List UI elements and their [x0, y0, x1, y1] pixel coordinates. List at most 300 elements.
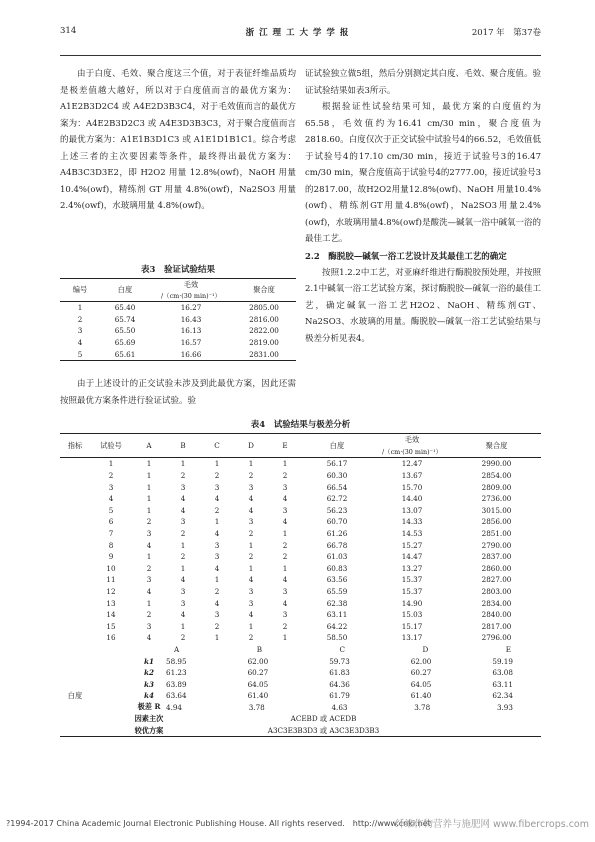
copyright-footer: ?1994-2017 China Academic Journal Electronic Publishing House. All rights reserved. http://www.cnki.net	[6, 819, 431, 828]
table-cell: 2736.00	[481, 494, 512, 504]
analysis-indicator: 白度	[67, 690, 83, 700]
analysis-value: 59.73	[329, 656, 350, 666]
analysis-row	[60, 702, 541, 714]
analysis-summary-label: 因素主次	[134, 714, 164, 724]
table-cell: 4	[282, 517, 288, 527]
table-cell-blank	[90, 667, 132, 679]
analysis-summary-row	[60, 725, 541, 737]
analysis-col-head: B	[256, 644, 262, 654]
analysis-summary-value: ACEBD 或 ACEDB	[290, 714, 357, 724]
analysis-row-label: k4	[144, 691, 154, 701]
table-cell: 4	[214, 563, 220, 573]
table-cell: 4	[108, 494, 114, 504]
table-cell: 1	[282, 633, 288, 643]
table-cell-index	[60, 470, 90, 482]
table-cell: 7	[108, 529, 114, 539]
table-cell: 2	[248, 633, 254, 643]
table4-header-wicking-unit: /（cm·(30 min)⁻¹）	[382, 447, 442, 456]
table-row	[60, 516, 541, 528]
table-cell: 5	[108, 505, 114, 515]
table-cell: 2856.00	[481, 517, 512, 527]
table-cell: 4	[248, 610, 254, 620]
table-cell: 2809.00	[481, 482, 512, 492]
table-cell: 3	[248, 587, 254, 597]
table3-body	[60, 302, 296, 361]
issue-info: 2017 年 第37卷	[471, 28, 541, 38]
watermark: 纤维作物营养与施肥网 www.fibercrops.com	[394, 819, 589, 830]
table-cell: 3	[248, 598, 254, 608]
table-cell: 2854.00	[481, 471, 512, 481]
table-cell-blank	[60, 644, 90, 656]
table-cell: 2851.00	[481, 529, 512, 539]
table-cell: 1	[282, 529, 288, 539]
journal-title: 浙 江 理 工 大 学 学 报	[245, 28, 350, 38]
analysis-value: 59.19	[492, 656, 513, 666]
analysis-row-label: k3	[144, 679, 154, 689]
table-cell-blank	[132, 644, 166, 656]
table-cell-blank	[90, 690, 132, 702]
table-cell: 1	[214, 633, 220, 643]
table-cell: 1	[180, 563, 186, 573]
table-cell: 65.61	[114, 349, 136, 359]
analysis-value: 58.95	[166, 656, 187, 666]
left-column	[60, 66, 296, 215]
table-cell-index	[60, 551, 90, 563]
analysis-summary-row	[60, 713, 541, 725]
table-cell: 65.50	[114, 326, 136, 336]
table-cell: 10	[106, 563, 116, 573]
table-cell: 4	[146, 587, 152, 597]
table-cell-index	[60, 563, 90, 575]
table-cell: 2837.00	[481, 552, 512, 562]
analysis-row	[60, 667, 541, 679]
paragraph-optimal-scheme: 由于白度、毛效、聚合度这三个值，对于表征纤维品质均是极差值越大越好，所以对于白度值而言的最优方案为：A1E2B3D2C4 或 A4E2D3B3C4，对于毛效值而言的最优方案为：A4E2B3D2C3 或 A4E3D3B3C3，对于聚合度值而言的最优方案为：A1E1B3D1C3 或 A1E1D1B1C1。综合考虑上述三者的主次要因素等条件，最终得出最优方案为：A4B3C3D3E2，即 H2O2 用量 12.8%(owf)，NaOH 用量 10.4%(owf)，精练剂 GT 用量 4.8%(owf)，Na2SO3 用量 2.4%(owf)，水玻璃用量 4.8%(owf)。	[60, 69, 296, 211]
table-cell: 3	[214, 482, 220, 492]
table-cell: 1	[214, 517, 220, 527]
table-cell: 3	[77, 326, 83, 336]
table4-header-whiteness: 白度	[329, 440, 345, 450]
table-cell: 6	[108, 517, 114, 527]
table-cell: 4	[214, 529, 220, 539]
table-cell: 60.83	[326, 563, 348, 573]
table-row	[60, 337, 296, 349]
table-cell: 16.43	[180, 314, 202, 324]
table-cell: 2796.00	[481, 633, 512, 643]
table-cell: 4	[180, 575, 186, 585]
table-cell: 2	[180, 633, 186, 643]
table-cell: 1	[180, 540, 186, 550]
table-cell-index	[60, 493, 90, 505]
table-cell-index	[60, 574, 90, 586]
analysis-summary-label: 较优方案	[134, 725, 164, 735]
table-cell: 4	[248, 575, 254, 585]
table-cell: 1	[77, 303, 83, 313]
table-cell: 11	[106, 575, 116, 585]
table-row	[60, 528, 541, 540]
table-cell: 15.03	[401, 610, 423, 620]
table-row	[60, 551, 541, 563]
paragraph-verification-intro: 由于上述设计的正交试验未涉及到此最优方案，因此还需按照最优方案条件进行验证试验。验	[60, 379, 296, 406]
table-cell: 1	[180, 621, 186, 631]
table-cell: 2803.00	[481, 587, 512, 597]
table-cell: 1	[248, 621, 254, 631]
analysis-value: 63.89	[166, 679, 187, 689]
table-cell: 1	[248, 540, 254, 550]
table-cell: 2	[248, 552, 254, 562]
analysis-row	[60, 690, 541, 702]
analysis-summary-value: A3C3E3B3D3 或 A3C3E3D3B3	[267, 725, 380, 735]
analysis-value: 3.93	[496, 702, 513, 712]
table-cell: 2816.00	[249, 314, 279, 324]
table-row	[60, 325, 296, 337]
table-cell: 15.27	[401, 540, 423, 550]
table-cell: 4	[214, 598, 220, 608]
table-cell: 16.66	[180, 349, 202, 359]
header-rule	[60, 55, 541, 56]
table-cell-index	[60, 609, 90, 621]
table-cell-index	[60, 516, 90, 528]
table4-header-E: E	[282, 441, 288, 451]
table-cell: 4	[180, 610, 186, 620]
table-cell: 66.78	[326, 540, 348, 550]
table-row	[60, 302, 296, 314]
table-cell: 2	[282, 540, 288, 550]
table3-header-whiteness: 白度	[117, 285, 133, 294]
table-cell: 65.59	[326, 587, 348, 597]
analysis-row	[60, 655, 541, 667]
table-cell: 2	[282, 552, 288, 562]
table-row	[60, 632, 541, 644]
table-cell: 13.67	[401, 471, 423, 481]
table-cell: 2	[214, 505, 220, 515]
table4-header-D: D	[248, 441, 254, 451]
table-row	[60, 470, 541, 482]
analysis-value: 62.00	[410, 656, 432, 666]
table-cell: 63.11	[326, 610, 348, 620]
table-row	[60, 574, 541, 586]
analysis-value: 62.00	[247, 656, 269, 666]
table-cell: 1	[146, 494, 152, 504]
table-cell: 1	[282, 563, 288, 573]
table-cell: 3	[180, 482, 186, 492]
table-row	[60, 586, 541, 598]
table-cell-index	[60, 505, 90, 517]
table-cell: 4	[282, 494, 288, 504]
table-cell: 3	[282, 505, 288, 515]
table3	[60, 278, 296, 361]
table-row	[60, 621, 541, 633]
analysis-value: 63.08	[492, 668, 513, 678]
table-cell: 13.07	[401, 505, 423, 515]
table3-header-wicking-unit: /（cm·(30 min)⁻¹）	[161, 292, 221, 300]
table-cell: 12.47	[401, 459, 423, 469]
table-cell: 3	[214, 552, 220, 562]
table-cell: 2	[282, 621, 288, 631]
analysis-value: 61.23	[166, 668, 187, 678]
table-cell: 13.17	[401, 633, 423, 643]
table-cell: 4	[214, 494, 220, 504]
table-cell: 1	[146, 471, 152, 481]
table-cell-blank	[90, 702, 132, 714]
table-cell: 3	[248, 517, 254, 527]
analysis-values	[166, 667, 541, 679]
table-cell: 60.70	[326, 517, 348, 527]
table-cell: 5	[77, 349, 83, 359]
analysis-value: 61.79	[329, 691, 350, 701]
analysis-col-head: C	[339, 644, 345, 654]
table-cell: 14.40	[401, 494, 423, 504]
analysis-header-row	[60, 644, 541, 656]
table-cell: 16.27	[180, 303, 202, 313]
table-cell-blank	[90, 678, 132, 690]
table-cell: 14.47	[401, 552, 423, 562]
table-cell: 13	[106, 598, 116, 608]
table-cell: 12	[106, 587, 116, 597]
table4-header-C: C	[214, 441, 220, 451]
analysis-value: 61.40	[410, 691, 432, 701]
analysis-row-label: k1	[144, 656, 154, 666]
analysis-value: 63.11	[492, 679, 513, 689]
paragraph-verification-cont: 证试验独立做5组，然后分别测定其白度、毛效、聚合度值。验证试验结果如表3所示。	[305, 69, 541, 96]
analysis-value: 61.40	[247, 691, 269, 701]
analysis-row	[60, 678, 541, 690]
table-cell: 2831.00	[249, 349, 279, 359]
table-cell: 3	[180, 517, 186, 527]
table-cell: 4	[146, 633, 152, 643]
analysis-value: 64.05	[410, 679, 432, 689]
analysis-value: 4.94	[166, 702, 183, 712]
analysis-value: 3.78	[248, 702, 265, 712]
table-cell: 1	[146, 552, 152, 562]
table-cell: 56.23	[326, 505, 348, 515]
table-cell: 3	[282, 587, 288, 597]
table-cell: 2	[77, 314, 83, 324]
table-cell: 64.22	[326, 621, 348, 631]
table-cell: 3	[214, 540, 220, 550]
table-cell-index	[60, 621, 90, 633]
table-row	[60, 493, 541, 505]
table3-header-wicking: 毛效	[183, 279, 199, 289]
table-cell: 3	[282, 482, 288, 492]
analysis-row-label: k2	[144, 668, 154, 678]
table-cell: 2	[214, 621, 220, 631]
table-cell: 2860.00	[481, 563, 512, 573]
analysis-value: 64.05	[247, 679, 269, 689]
table-cell: 4	[180, 494, 186, 504]
table-row	[60, 597, 541, 609]
analysis-row-label: 极差 R	[137, 702, 161, 712]
table-cell: 2	[248, 529, 254, 539]
table-cell: 16.57	[180, 338, 202, 348]
table-cell: 1	[248, 459, 254, 469]
analysis-value: 60.27	[410, 668, 432, 678]
table-cell: 1	[214, 575, 220, 585]
table-cell: 1	[146, 482, 152, 492]
table-cell: 2	[180, 529, 186, 539]
table-cell: 1	[146, 459, 152, 469]
table-cell-blank	[90, 713, 132, 725]
table-row	[60, 563, 541, 575]
table-cell: 58.50	[326, 633, 348, 643]
table-cell: 62.72	[326, 494, 348, 504]
table-cell-index	[60, 586, 90, 598]
table-cell-blank	[90, 725, 132, 737]
analysis-values	[166, 655, 541, 667]
right-column	[305, 66, 541, 347]
table-cell-index	[60, 539, 90, 551]
table-cell: 1	[108, 459, 114, 469]
table-cell: 2	[180, 552, 186, 562]
analysis-col-head: D	[422, 644, 429, 654]
table-row	[60, 348, 296, 360]
table-cell: 61.26	[326, 529, 348, 539]
table-cell: 4	[282, 598, 288, 608]
table-cell: 2	[214, 471, 220, 481]
table-cell: 2	[146, 610, 152, 620]
analysis-value: 62.34	[492, 691, 513, 701]
analysis-value: 63.64	[166, 691, 187, 701]
table-cell-index	[60, 458, 90, 470]
table-cell: 9	[108, 552, 114, 562]
table-cell: 2	[282, 471, 288, 481]
table3-caption: 表3 验证试验结果	[141, 265, 215, 275]
analysis-values	[166, 702, 541, 714]
table4	[60, 433, 541, 737]
analysis-value: 64.36	[329, 679, 350, 689]
table-cell: 2827.00	[481, 575, 512, 585]
analysis-col-head: A	[174, 644, 180, 654]
table-cell: 2790.00	[481, 540, 512, 550]
table-cell: 2	[146, 517, 152, 527]
table-cell: 63.56	[326, 575, 348, 585]
table4-caption: 表4 试验结果与极差分析	[250, 420, 351, 430]
table-row	[60, 314, 296, 326]
table-cell: 2	[180, 471, 186, 481]
table-cell: 3	[248, 482, 254, 492]
table-cell: 3	[146, 575, 152, 585]
table-cell: 1	[282, 459, 288, 469]
table-cell: 13.27	[401, 563, 423, 573]
left-column-after-table	[60, 376, 296, 409]
analysis-value: 3.78	[414, 702, 431, 712]
table4-header-B: B	[180, 441, 186, 451]
table3-header-dp: 聚合度	[253, 285, 275, 294]
table4-header-dp: 聚合度	[485, 440, 508, 450]
table-cell: 4	[248, 494, 254, 504]
table-cell: 8	[108, 540, 114, 550]
table-cell: 14.90	[401, 598, 423, 608]
table4-header-index: 指标	[67, 440, 83, 450]
table4-header-wicking: 毛效	[404, 434, 420, 444]
table-row	[60, 609, 541, 621]
table-cell-index	[60, 481, 90, 493]
table-cell-index	[60, 632, 90, 644]
section-title-2-2: 2.2 酶脱胶—碱氧一浴工艺设计及其最佳工艺的确定	[305, 251, 507, 262]
table-cell: 65.69	[114, 338, 136, 348]
table-cell: 2834.00	[481, 598, 512, 608]
table-cell: 14.53	[401, 529, 423, 539]
table-cell: 4	[146, 540, 152, 550]
table-cell: 15.17	[401, 621, 423, 631]
table-cell-blank	[90, 644, 132, 656]
table-cell: 15.70	[401, 482, 423, 492]
table-cell: 1	[214, 459, 220, 469]
table4-body	[60, 458, 541, 737]
table-cell: 66.54	[326, 482, 348, 492]
paragraph-verification-results: 根据验证性试验结果可知，最优方案的白度值约为65.58，毛效值约为16.41 cm/30 min，聚合度值为2818.60。白度仅次于正交试验中试验号4的66.52，毛效值低于试验号4的17.10 cm/30 min，接近于试验号3的16.47 cm/30 min，聚合度值高于试验号4的2777.00，接近试验号3的2817.00，故H2O2用量12.8%(owf)、NaOH 用量10.4%(owf)、精练剂GT用量4.8%(owf)，Na2SO3用量2.4%(owf)，水玻璃用量4.8%(owf)是酸洗—碱氧一浴中碱氧一浴的最佳工艺。	[305, 102, 541, 244]
table-cell: 1	[146, 505, 152, 515]
table-cell: 4	[282, 575, 288, 585]
table-cell: 14	[106, 610, 116, 620]
table-cell: 2	[248, 471, 254, 481]
table-cell: 1	[146, 598, 152, 608]
analysis-value: 4.63	[331, 702, 348, 712]
table-cell: 2822.00	[249, 326, 279, 336]
page-number: 314	[60, 26, 77, 36]
paragraph-enzyme-process: 按照1.2.2中工艺，对亚麻纤维进行酶脱胶预处理，并按照2.1中碱氧一浴工艺试验方案，探讨酶脱胶—碱氧一浴的最佳工艺，确定碱氧一浴工艺H2O2、NaOH、精练剂GT、Na2SO3、水玻璃的用量。酶脱胶—碱氧一浴工艺试验结果与极差分析见表4。	[305, 267, 541, 344]
table-cell: 2819.00	[249, 338, 279, 348]
table3-header-no: 编号	[72, 285, 88, 294]
analysis-values	[166, 678, 541, 690]
table-cell: 16	[106, 633, 116, 643]
table-cell: 56.17	[326, 459, 348, 469]
table-row	[60, 505, 541, 517]
table4-header-trial: 试验号	[100, 440, 122, 450]
table-cell: 65.40	[114, 303, 136, 313]
table-cell: 4	[248, 505, 254, 515]
analysis-value: 61.83	[329, 668, 350, 678]
table-cell: 65.74	[114, 314, 136, 324]
table-cell: 3	[108, 482, 114, 492]
table-cell: 16.13	[180, 326, 202, 336]
analysis-col-heads	[166, 644, 541, 656]
table-cell: 2840.00	[481, 610, 512, 620]
table-cell: 2817.00	[481, 621, 512, 631]
table-cell: 2	[146, 563, 152, 573]
table-cell: 2	[214, 587, 220, 597]
table-cell: 3	[180, 587, 186, 597]
table-cell: 2805.00	[249, 303, 279, 313]
table-cell-index	[60, 528, 90, 540]
table-row	[60, 458, 541, 470]
table-cell: 3	[146, 529, 152, 539]
table-cell: 62.38	[326, 598, 348, 608]
analysis-values	[166, 690, 541, 702]
table-row	[60, 481, 541, 493]
table-row	[60, 539, 541, 551]
table-cell: 15	[106, 621, 116, 631]
table-cell: 60.30	[326, 471, 348, 481]
table-cell: 61.03	[326, 552, 348, 562]
table-cell: 1	[180, 459, 186, 469]
table-cell: 2	[108, 471, 114, 481]
table-cell-index	[60, 597, 90, 609]
analysis-col-head: E	[505, 644, 511, 654]
table-cell: 3	[214, 610, 220, 620]
table-cell: 4	[77, 338, 83, 348]
table-cell: 3015.00	[481, 505, 512, 515]
table-cell: 14.33	[401, 517, 423, 527]
table-cell: 1	[248, 563, 254, 573]
table-cell: 3	[180, 598, 186, 608]
analysis-value: 60.27	[247, 668, 269, 678]
table-cell: 3	[282, 610, 288, 620]
table-cell: 15.37	[401, 575, 423, 585]
table-cell-blank	[90, 655, 132, 667]
table-cell: 2990.00	[481, 459, 512, 469]
table4-header-A: A	[146, 441, 152, 451]
table-cell: 3	[146, 621, 152, 631]
